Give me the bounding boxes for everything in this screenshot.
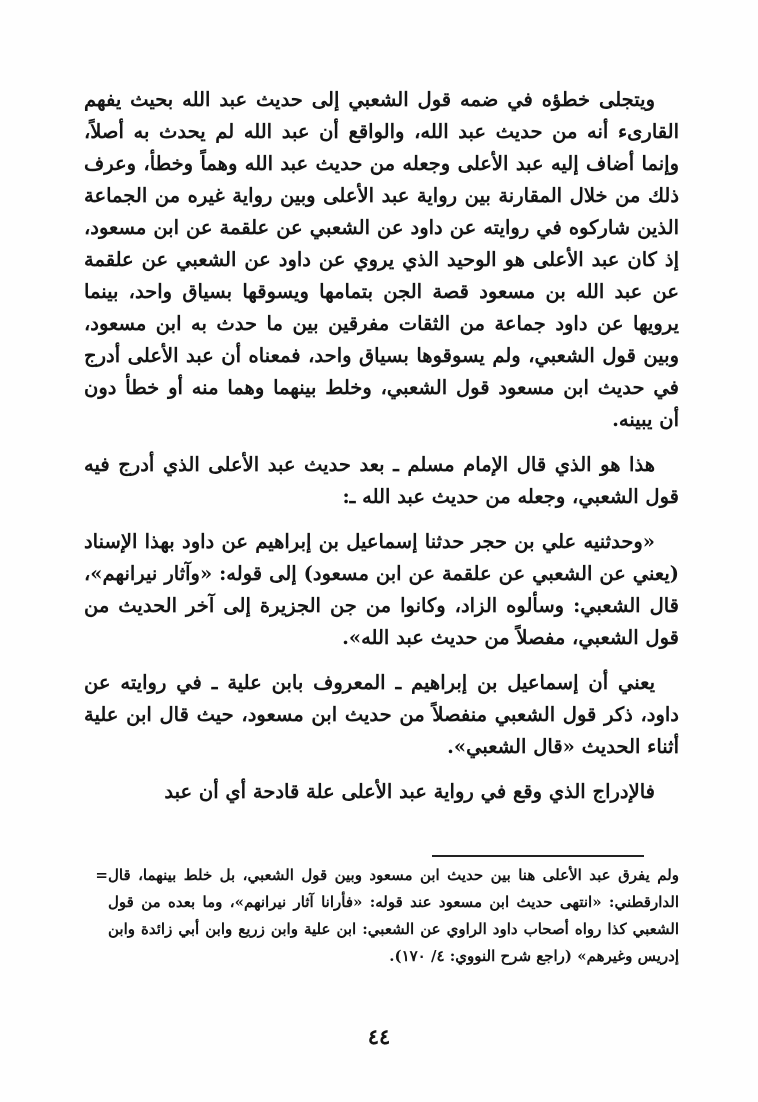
footnotes [84,862,679,970]
paragraph-3-quote: «وحدثنيه علي بن حجر حدثنا إسماعيل بن إبراهيم عن داود بهذا الإسناد (يعني عن الشعبي عن علقمة عن ابن مسعود) إلى قوله: «وآثار نيرانهم»، قال الشعبي: وسألوه الزاد، وكانوا من جن الجزيرة إلى آخر الحديث من قول الشعبي، مفصلاً من حديث عبد الله». [84,530,679,649]
paragraph-4: يعني أن إسماعيل بن إبراهيم ـ المعروف بابن علية ـ في روايته عن داود، ذكر قول الشعبي منفصلاً من حديث ابن مسعود، حيث قال ابن علية أثناء الحديث «قال الشعبي». [84,671,679,758]
paragraph-2: هذا هو الذي قال الإمام مسلم ـ بعد حديث عبد الأعلى الذي أدرج فيه قول الشعبي، وجعله من حديث عبد الله ـ: [84,453,679,508]
footnote-text: ولم يفرق عبد الأعلى هنا بين حديث ابن مسعود وبين قول الشعبي، بل خلط بينهما، قال الدارقطني: «انتهى حديث ابن مسعود عند قوله: «فأرانا آثار نيرانهم»، وما بعده من قول الشعبي كذا رواه أصحاب داود الراوي عن الشعبي: ابن علية وابن زريع وابن أبي زائدة وابن إدريس وغيرهم» (راجع شرح النووي: ٤/ ١٧٠). [108,866,679,965]
footnote-divider [432,855,644,857]
page-number: ٤٤ [367,1024,391,1049]
paragraph-1: ويتجلى خطؤه في ضمه قول الشعبي إلى حديث عبد الله بحيث يفهم القارىء أنه من حديث عبد الله، والواقع أن عبد الله لم يحدث به أصلاً، وإنما أضاف إليه عبد الأعلى وجعله من حديث عبد الله وهماً وخطأ، وعرف ذلك من خلال المقارنة بين رواية عبد الأعلى وبين رواية غيره من الجماعة الذين شاركوه في روايته عن داود عن الشعبي عن علقمة عن ابن مسعود، إذ كان عبد الأعلى هو الوحيد الذي يروي عن داود عن الشعبي عن علقمة عن عبد الله بن مسعود قصة الجن بتمامها ويسوقها بسياق واحد، بينما يرويها عن داود جماعة من الثقات مفرقين بين ما حدث به ابن مسعود، وبين قول الشعبي، ولم يسوقوها بسياق واحد، فمعناه أن عبد الأعلى أدرج في حديث ابن مسعود قول الشعبي، وخلط بينهما وهما منه أو خطأ دون أن يبينه. [84,88,679,431]
paragraph-5: فالإدراج الذي وقع في رواية عبد الأعلى علة قادحة أي أن عبد [164,780,655,803]
body-text [84,84,679,821]
footnote-item [84,862,679,970]
footnote-marker: = [95,866,108,884]
